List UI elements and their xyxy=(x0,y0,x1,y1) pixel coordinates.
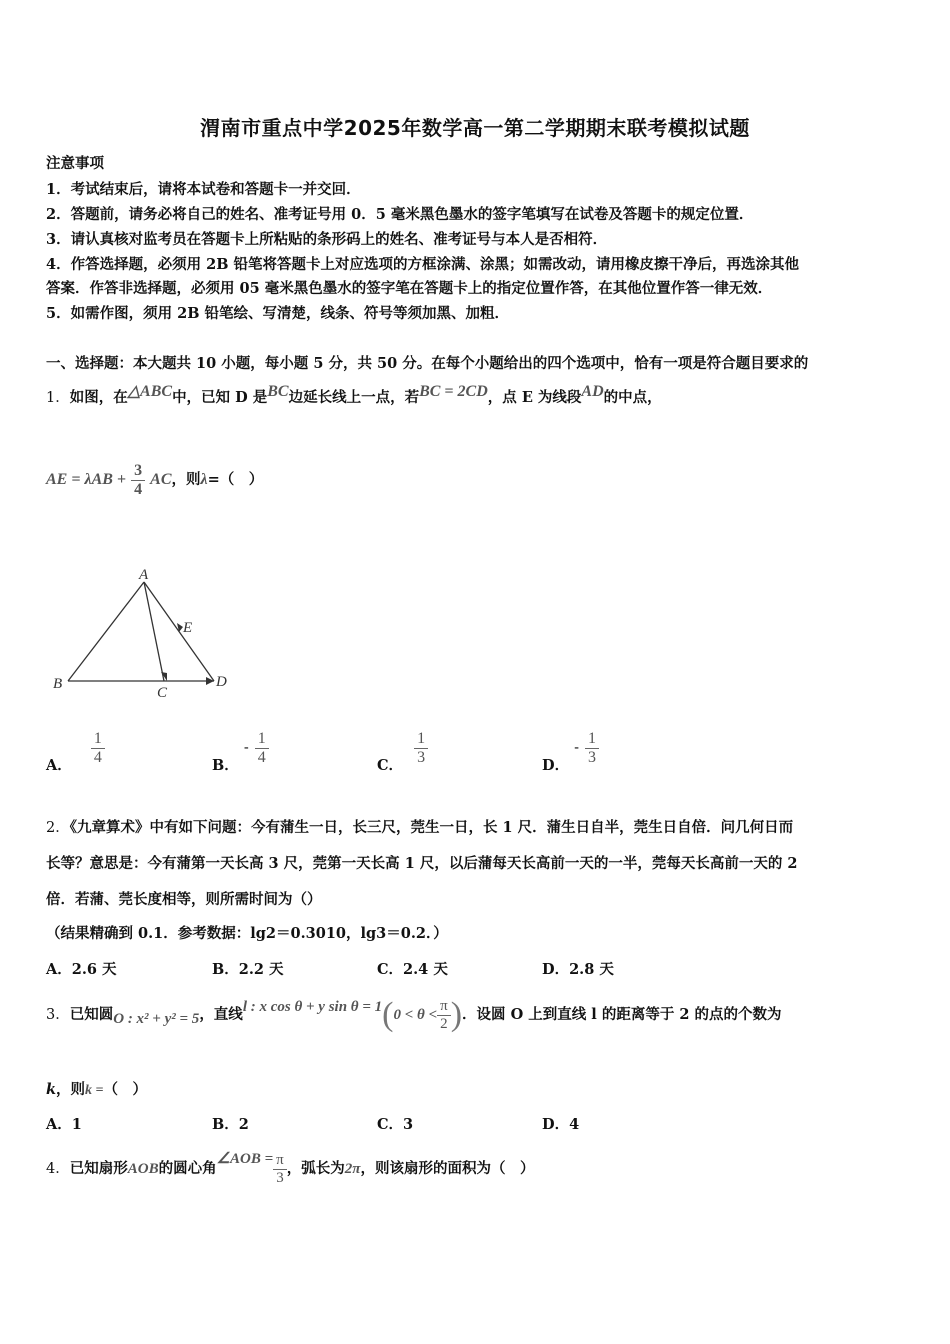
fraction: $\frac{1}{3}$ xyxy=(585,730,599,766)
notice-item: 1．考试结束后，请将本试卷和答题卡一并交回． xyxy=(46,181,361,198)
q1-option-d[interactable]: D． - $\frac{1}{3}$ xyxy=(542,730,599,775)
question-number: 1． xyxy=(46,390,70,406)
exam-title: 渭南市重点中学2025年数学高一第二学期期末联考模拟试题 xyxy=(200,116,750,140)
question-2-line: 倍．若蒲、莞长度相等，则所需时间为（） xyxy=(46,891,322,908)
math: △ABC xyxy=(127,383,173,400)
notice-item: 5．如需作图，须用 2B 铅笔绘、写清楚，线条、符号等须加黑、加粗． xyxy=(46,305,510,322)
math: AD xyxy=(581,383,604,400)
question-2-line: 长等？意思是：今有蒲第一天长高 3 尺，莞第一天长高 1 尺，以后蒲每天长高前一天的一半，莞每天长高前一天的 2 xyxy=(46,855,798,872)
fraction: $\frac{1}{4}$ xyxy=(91,730,105,766)
math: O : x² + y² = 5 xyxy=(113,1011,200,1027)
math: BC = 2CD xyxy=(419,383,488,400)
text: ，点 E 为线段 xyxy=(487,389,582,406)
math: k = xyxy=(85,1083,104,1098)
notice-item: 3．请认真核对监考员在答题卡上所粘贴的条形码上的姓名、准考证号与本人是否相符． xyxy=(46,231,608,248)
label-D: D xyxy=(216,674,227,690)
section-heading: 一、选择题：本大题共 10 小题，每小题 5 分，共 50 分。在每个小题给出的四个选项中，恰有一项是符合题目要求的 xyxy=(46,355,809,372)
q3-option-c[interactable]: C．3 xyxy=(377,1116,414,1133)
notice-item: 2．答题前，请务必将自己的姓名、准考证号用 0．5 毫米黑色墨水的签字笔填写在试卷及答题卡的规定位置． xyxy=(46,206,754,223)
math: AOB xyxy=(127,1161,159,1177)
q1-option-c[interactable]: C． $\frac{1}{3}$ xyxy=(377,730,428,775)
fraction: $\frac{1}{3}$ xyxy=(414,730,428,766)
question-2-line: 2．《九章算术》中有如下问题：今有蒲生一日，长三尺，莞生一日，长 1 尺．蒲生日自半，莞生日自倍．问几何日而 xyxy=(46,819,794,836)
question-2-note: （结果精确到 0.1．参考数据：lg2＝0.3010，lg3＝0.2．） xyxy=(46,925,448,942)
notice-item: 答案．作答非选择题，必须用 05 毫米黑色墨水的签字笔在答题卡上的指定位置作答，在其他位置作答一律无效． xyxy=(46,280,773,297)
q2-option-a[interactable]: A．2.6 天 xyxy=(46,961,117,978)
label-C: C xyxy=(157,685,168,701)
label-E: E xyxy=(183,620,193,636)
fraction: $\frac{1}{4}$ xyxy=(255,730,269,766)
question-1-formula xyxy=(46,462,263,498)
q1-option-a[interactable]: A． $\frac{1}{4}$ xyxy=(46,730,105,775)
q3-option-d[interactable]: D．4 xyxy=(542,1116,580,1133)
fraction: $\frac{\pi}{2}$ xyxy=(437,998,451,1032)
q2-option-d[interactable]: D．2.8 天 xyxy=(542,961,614,978)
question-3-line2: k，则k =（ ） xyxy=(46,1081,148,1098)
text: 边延长线上一点，若 xyxy=(288,389,420,406)
label-A: A xyxy=(139,567,149,583)
q2-option-c[interactable]: C．2.4 天 xyxy=(377,961,448,978)
q1-option-b[interactable]: B． - $\frac{1}{4}$ xyxy=(212,730,269,775)
text: =（ ） xyxy=(207,471,264,489)
notice-item: 4．作答选择题，必须用 2B 铅笔将答题卡上对应选项的方框涂满、涂黑；如需改动，请用橡皮擦干净后，再选涂其他 xyxy=(46,256,800,273)
fraction: $\frac{3}{4}$ xyxy=(131,462,145,498)
question-4-stem: 4．已知扇形AOB的圆心角∠AOB = $\frac{\pi}{3}$ ，弧长为2π，则该扇形的面积为（ ） xyxy=(46,1151,535,1186)
text: ，则 xyxy=(171,471,201,489)
math: AC xyxy=(150,471,172,489)
q3-option-a[interactable]: A．1 xyxy=(46,1116,82,1133)
label-B: B xyxy=(53,676,63,692)
text: 如图，在 xyxy=(69,389,128,406)
q2-option-b[interactable]: B．2.2 天 xyxy=(212,961,284,978)
math: ∠AOB = xyxy=(216,1151,274,1167)
math: AE = λAB + xyxy=(46,471,127,489)
triangle-figure xyxy=(46,560,246,705)
q3-option-b[interactable]: B．2 xyxy=(212,1116,249,1133)
question-3-stem: 3．已知圆O : x² + y² = 5，直线l : x cos θ + y sin θ = 1(0 < θ < $\frac{\pi}{2}$ )．设圆 O 上到直线 l 的距离等于 2 的点的个数为 xyxy=(46,996,782,1033)
math: λ xyxy=(200,471,208,489)
fraction: $\frac{\pi}{3}$ xyxy=(273,1152,287,1186)
math: BC xyxy=(267,383,289,400)
math: 0 < θ < xyxy=(393,1007,438,1023)
math: 2π xyxy=(344,1161,361,1177)
notice-heading: 注意事项 xyxy=(46,155,104,172)
question-1-stem xyxy=(46,383,662,407)
text: 中，已知 D 是 xyxy=(172,389,268,406)
math: l : x cos θ + y sin θ = 1 xyxy=(242,999,383,1015)
text: 的中点， xyxy=(603,389,662,406)
segment-AB xyxy=(68,582,144,681)
